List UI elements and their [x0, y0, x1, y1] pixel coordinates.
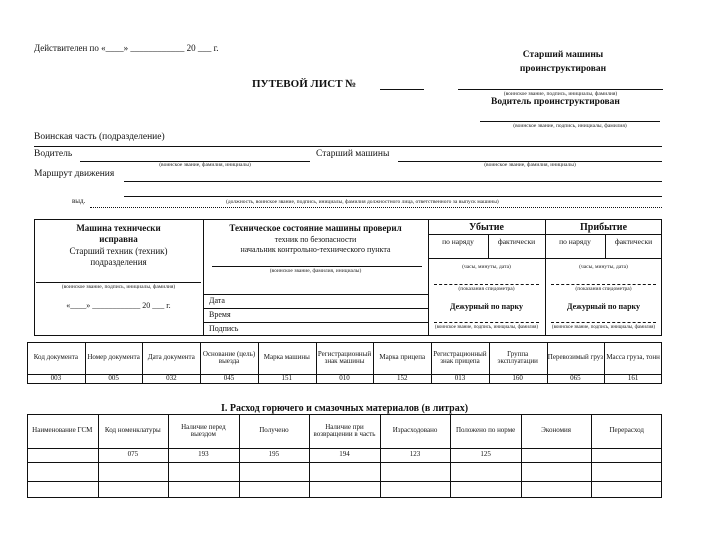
fuel-code: 194	[339, 450, 350, 459]
fuel-entry-cell[interactable]	[27, 462, 98, 481]
row-date-label: Дата	[209, 296, 225, 305]
fuel-code: 195	[268, 450, 280, 459]
codes-header: Номер документа	[87, 353, 140, 362]
codes-code: 003	[50, 374, 62, 383]
waybill-number-field[interactable]	[380, 89, 424, 90]
codes-header: Регистрационный знак машины	[317, 349, 372, 365]
codes-code: 010	[339, 374, 350, 383]
arr-reading-caption: (показания спидометра)	[575, 286, 632, 292]
codes-code: 005	[108, 374, 119, 383]
dep-actual: фактически	[497, 237, 536, 246]
codes-header: Марка машины	[263, 353, 310, 362]
dep-duty-caption: (воинское звание, подпись, инициалы, фамилия)	[434, 325, 539, 330]
mech-title-1: Машина технически	[76, 223, 161, 233]
codes-code: 065	[570, 374, 581, 383]
fuel-entry-cell[interactable]	[521, 462, 592, 481]
fuel-header: Получено	[259, 426, 289, 435]
fuel-entry-cell[interactable]	[309, 462, 380, 481]
codes-header: Регистрационный знак прицепа	[433, 349, 487, 365]
fuel-code	[521, 448, 592, 462]
driver-field-caption: (воинское звание, фамилия, инициалы)	[159, 162, 251, 168]
fuel-entry-cell[interactable]	[239, 462, 310, 481]
fuel-entry-cell[interactable]	[591, 462, 662, 481]
valid-until-line: Действителен по «____» ____________ 20 ___ г.	[34, 43, 219, 53]
issued-label: выд.	[72, 197, 86, 205]
fuel-code: 075	[127, 450, 139, 459]
page-title: ПУТЕВОЙ ЛИСТ №	[252, 78, 357, 90]
fuel-code	[591, 448, 662, 462]
codes-header: Группа эксплуатации	[497, 349, 538, 365]
unit-field[interactable]	[34, 146, 662, 147]
driver-sign-field[interactable]	[480, 121, 660, 122]
fuel-code: 123	[409, 450, 421, 459]
fuel-entry-cell[interactable]	[450, 481, 521, 498]
mech-title-2: исправна	[99, 234, 138, 244]
arrival-title: Прибытие	[579, 222, 628, 233]
senior-field-caption: (воинское звание, фамилия, инициалы)	[484, 162, 576, 168]
codes-code: 151	[281, 374, 293, 383]
codes-code: 045	[223, 374, 235, 383]
codes-code: 160	[512, 374, 523, 383]
fuel-header: Наличие при возвращении в часть	[313, 422, 376, 438]
check-role-2: начальник контрольно-технического пункта	[240, 245, 391, 254]
fuel-entry-cell[interactable]	[98, 481, 169, 498]
fuel-entry-cell[interactable]	[98, 462, 169, 481]
driver-caption: (воинское звание, подпись, инициалы, фамилия)	[513, 123, 627, 129]
fuel-entry-cell[interactable]	[27, 481, 98, 498]
route-field[interactable]	[124, 181, 662, 182]
codes-code: 161	[627, 374, 639, 383]
dep-duty: Дежурный по парку	[449, 302, 524, 311]
senior-sign-field[interactable]	[458, 89, 663, 90]
senior-status: проинструктирован	[519, 64, 607, 74]
unit-label: Воинская часть (подразделение)	[34, 132, 165, 142]
arr-time-caption: (часы, минуты, дата)	[579, 264, 628, 270]
fuel-table-title: I. Расход горючего и смазочных материалов (в литрах)	[220, 403, 469, 414]
codes-code: 013	[454, 374, 466, 383]
fuel-entry-cell[interactable]	[521, 481, 592, 498]
fuel-header: Перерасход	[609, 426, 644, 435]
dep-schedule: по наряду	[442, 237, 474, 246]
mech-role-1: Старший техник (техник)	[69, 246, 168, 256]
fuel-header: Наличие перед выездом	[181, 422, 226, 438]
arr-duty: Дежурный по парку	[566, 302, 641, 311]
senior-label: Старший машины	[316, 149, 390, 159]
check-caption: (воинское звание, фамилия, инициалы)	[269, 268, 362, 274]
fuel-code	[27, 448, 98, 462]
fuel-header: Код номенклатуры	[104, 426, 161, 435]
fuel-entry-cell[interactable]	[380, 481, 451, 498]
check-title: Техническое состояние машины проверил	[229, 223, 402, 233]
arr-duty-caption: (воинское звание, подпись, инициалы, фамилия)	[551, 325, 656, 330]
codes-code: 032	[166, 374, 177, 383]
departure-title: Убытие	[469, 222, 504, 233]
codes-header: Масса груза, тонн	[606, 353, 660, 362]
fuel-entry-cell[interactable]	[380, 462, 451, 481]
fuel-entry-cell[interactable]	[168, 481, 239, 498]
arr-actual: фактически	[614, 237, 653, 246]
codes-header: Дата документа	[147, 353, 195, 362]
fuel-entry-cell[interactable]	[591, 481, 662, 498]
fuel-header: Наименование ГСМ	[32, 426, 93, 435]
route-label: Маршрут движения	[34, 169, 115, 179]
codes-header: Основание (цель) выезда	[202, 349, 256, 365]
fuel-entry-cell[interactable]	[450, 462, 521, 481]
route-field-2[interactable]	[124, 196, 662, 197]
driver-status: Водитель проинструктирован	[491, 97, 620, 107]
mech-caption: (воинское звание, подпись, инициалы, фамилия)	[61, 284, 176, 290]
codes-header: Марка прицепа	[379, 353, 426, 362]
issued-field[interactable]	[90, 207, 662, 208]
dep-reading-caption: (показания спидометра)	[458, 286, 515, 292]
mech-role-2: подразделения	[90, 257, 147, 267]
mech-sign-field[interactable]	[36, 282, 201, 283]
check-role-1: техник по безопасности	[274, 235, 357, 244]
fuel-header: Положено по норме	[455, 426, 516, 435]
driver-label: Водитель	[34, 149, 73, 159]
dep-time-caption: (часы, минуты, дата)	[462, 264, 511, 270]
codes-code: 152	[396, 374, 408, 383]
senior-title: Старший машины	[522, 50, 604, 60]
arr-schedule: по наряду	[559, 237, 591, 246]
fuel-header: Израсходовано	[392, 426, 438, 435]
check-sign-field[interactable]	[212, 266, 422, 267]
senior-caption: (воинское звание, подпись, инициалы, фамилия)	[503, 91, 618, 97]
row-time-label: Время	[209, 310, 231, 319]
codes-header: Перевозимый груз	[547, 353, 603, 362]
fuel-header: Экономия	[541, 426, 571, 435]
fuel-code: 193	[198, 450, 209, 459]
fuel-entry-cell[interactable]	[309, 481, 380, 498]
mech-date: «____» ____________ 20 ___ г.	[66, 301, 171, 310]
fuel-entry-cell[interactable]	[239, 481, 310, 498]
fuel-code: 125	[480, 450, 491, 459]
row-sign-label: Подпись	[209, 324, 239, 333]
issued-caption: (должность, воинское звание, подпись, инициалы, фамилия должностного лица, ответственного за выпуск машины)	[226, 199, 499, 205]
fuel-entry-cell[interactable]	[168, 462, 239, 481]
codes-header: Код документа	[33, 353, 78, 362]
